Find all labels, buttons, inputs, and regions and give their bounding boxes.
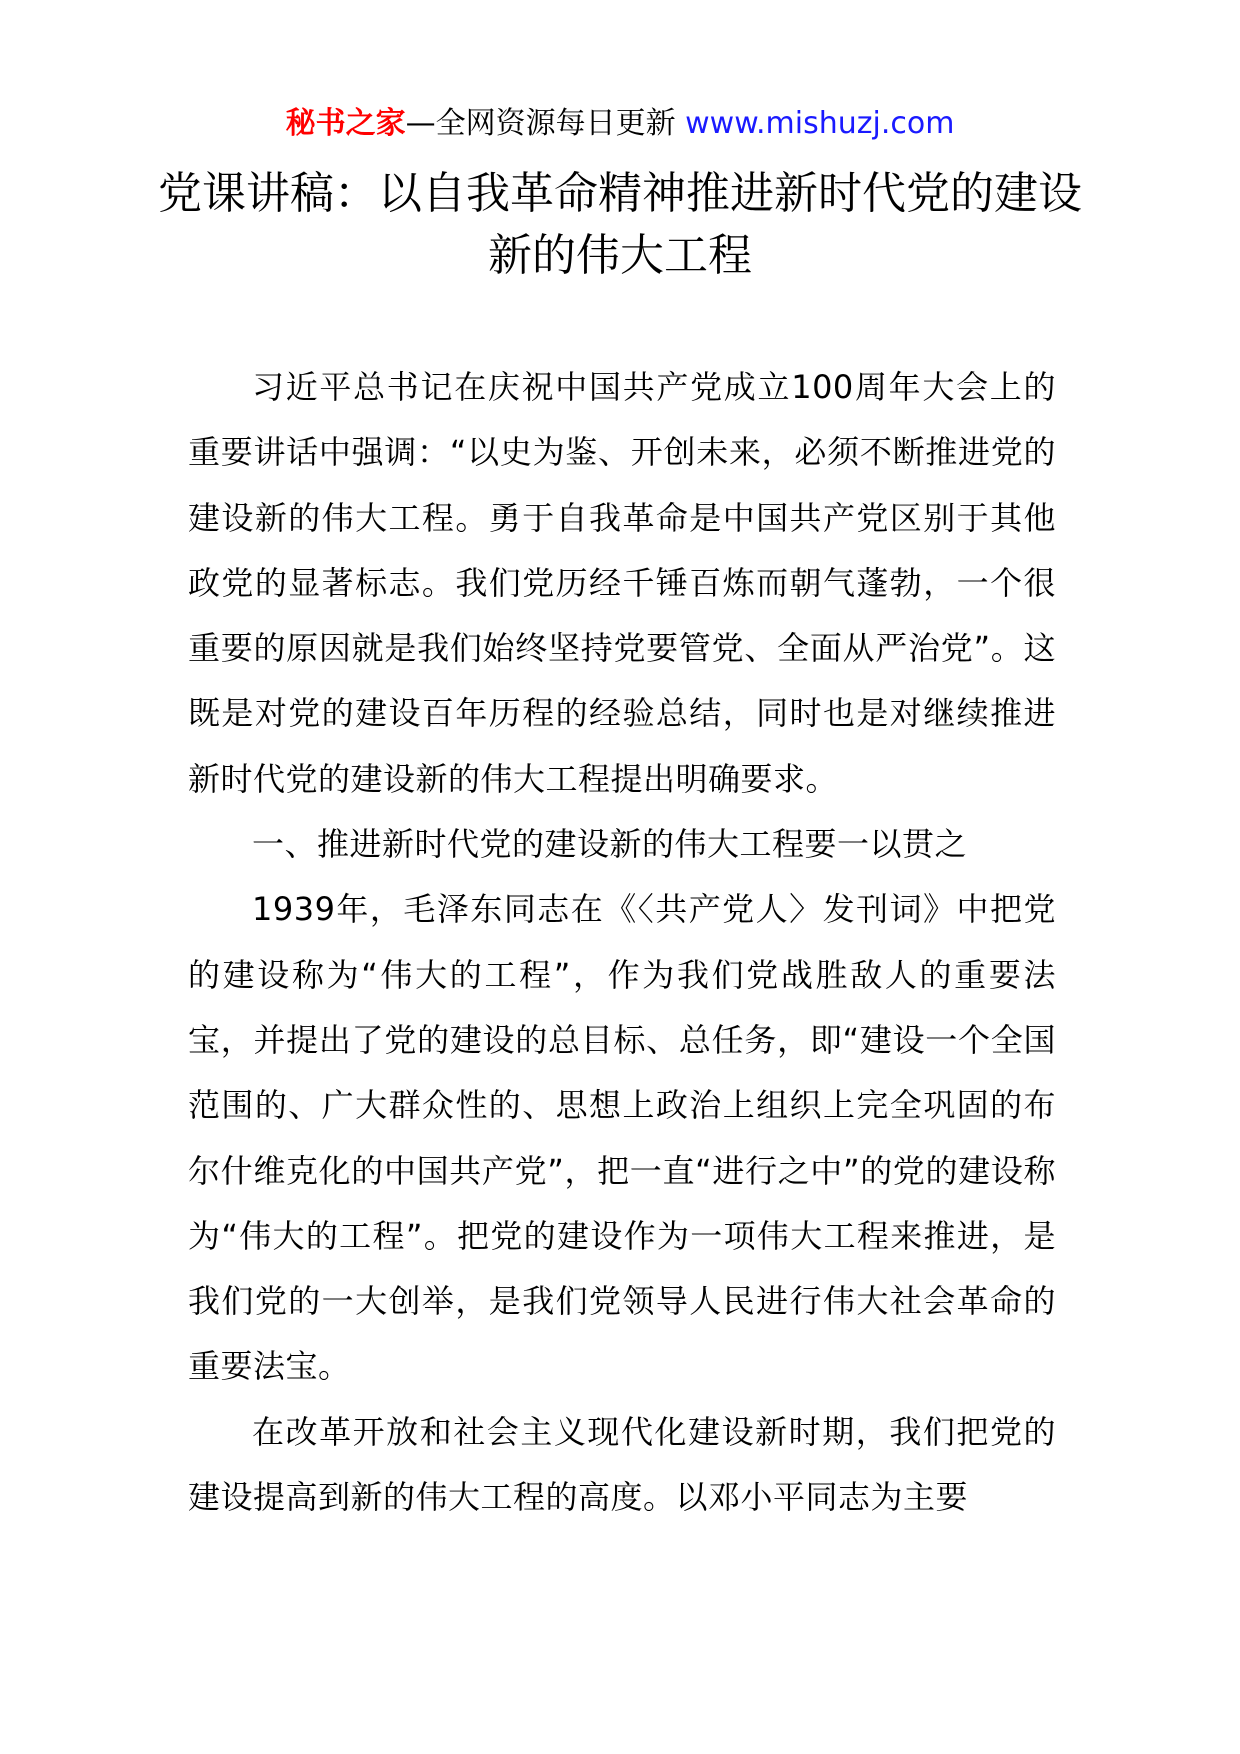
brand-name: 秘书之家 [285,106,406,141]
header-tagline: —全网资源每日更新 [405,106,676,141]
paragraph-reform-era: 在改革开放和社会主义现代化建设新时期，我们把党的建设提高到新的伟大工程的高度。以邓小平同志为主要 [188,1412,1056,1517]
document-body [188,355,1056,1530]
section-heading-1: 一、推进新时代党的建设新的伟大工程要一以贯之 [252,825,968,864]
paragraph-1939: 1939年，毛泽东同志在《〈共产党人〉发刊词》中把党的建设称为“伟大的工程”，作为我们党战胜敌人的重要法宝，并提出了党的建设的总目标、总任务，即“建设一个全国范围的、广大群众性的、思想上政治上组织上完全巩固的布尔什维克化的中国共产党”，把一直“进行之中”的党的建设称为“伟大的工程”。把党的建设作为一项伟大工程来推进，是我们党的一大创举，是我们党领导人民进行伟大社会革命的重要法宝。 [188,890,1056,1386]
site-url-link[interactable]: www.mishuzj.com [685,106,955,141]
site-header [0,104,1240,144]
paragraph-intro: 习近平总书记在庆祝中国共产党成立100周年大会上的重要讲话中强调：“以史为鉴、开创未来，必须不断推进党的建设新的伟大工程。勇于自我革命是中国共产党区别于其他政党的显著标志。我们党历经千锤百炼而朝气蓬勃，一个很重要的原因就是我们始终坚持党要管党、全面从严治党”。这既是对党的建设百年历程的经验总结，同时也是对继续推进新时代党的建设新的伟大工程提出明确要求。 [188,368,1056,798]
document-title: 党课讲稿：以自我革命精神推进新时代党的建设新的伟大工程 [158,168,1082,281]
